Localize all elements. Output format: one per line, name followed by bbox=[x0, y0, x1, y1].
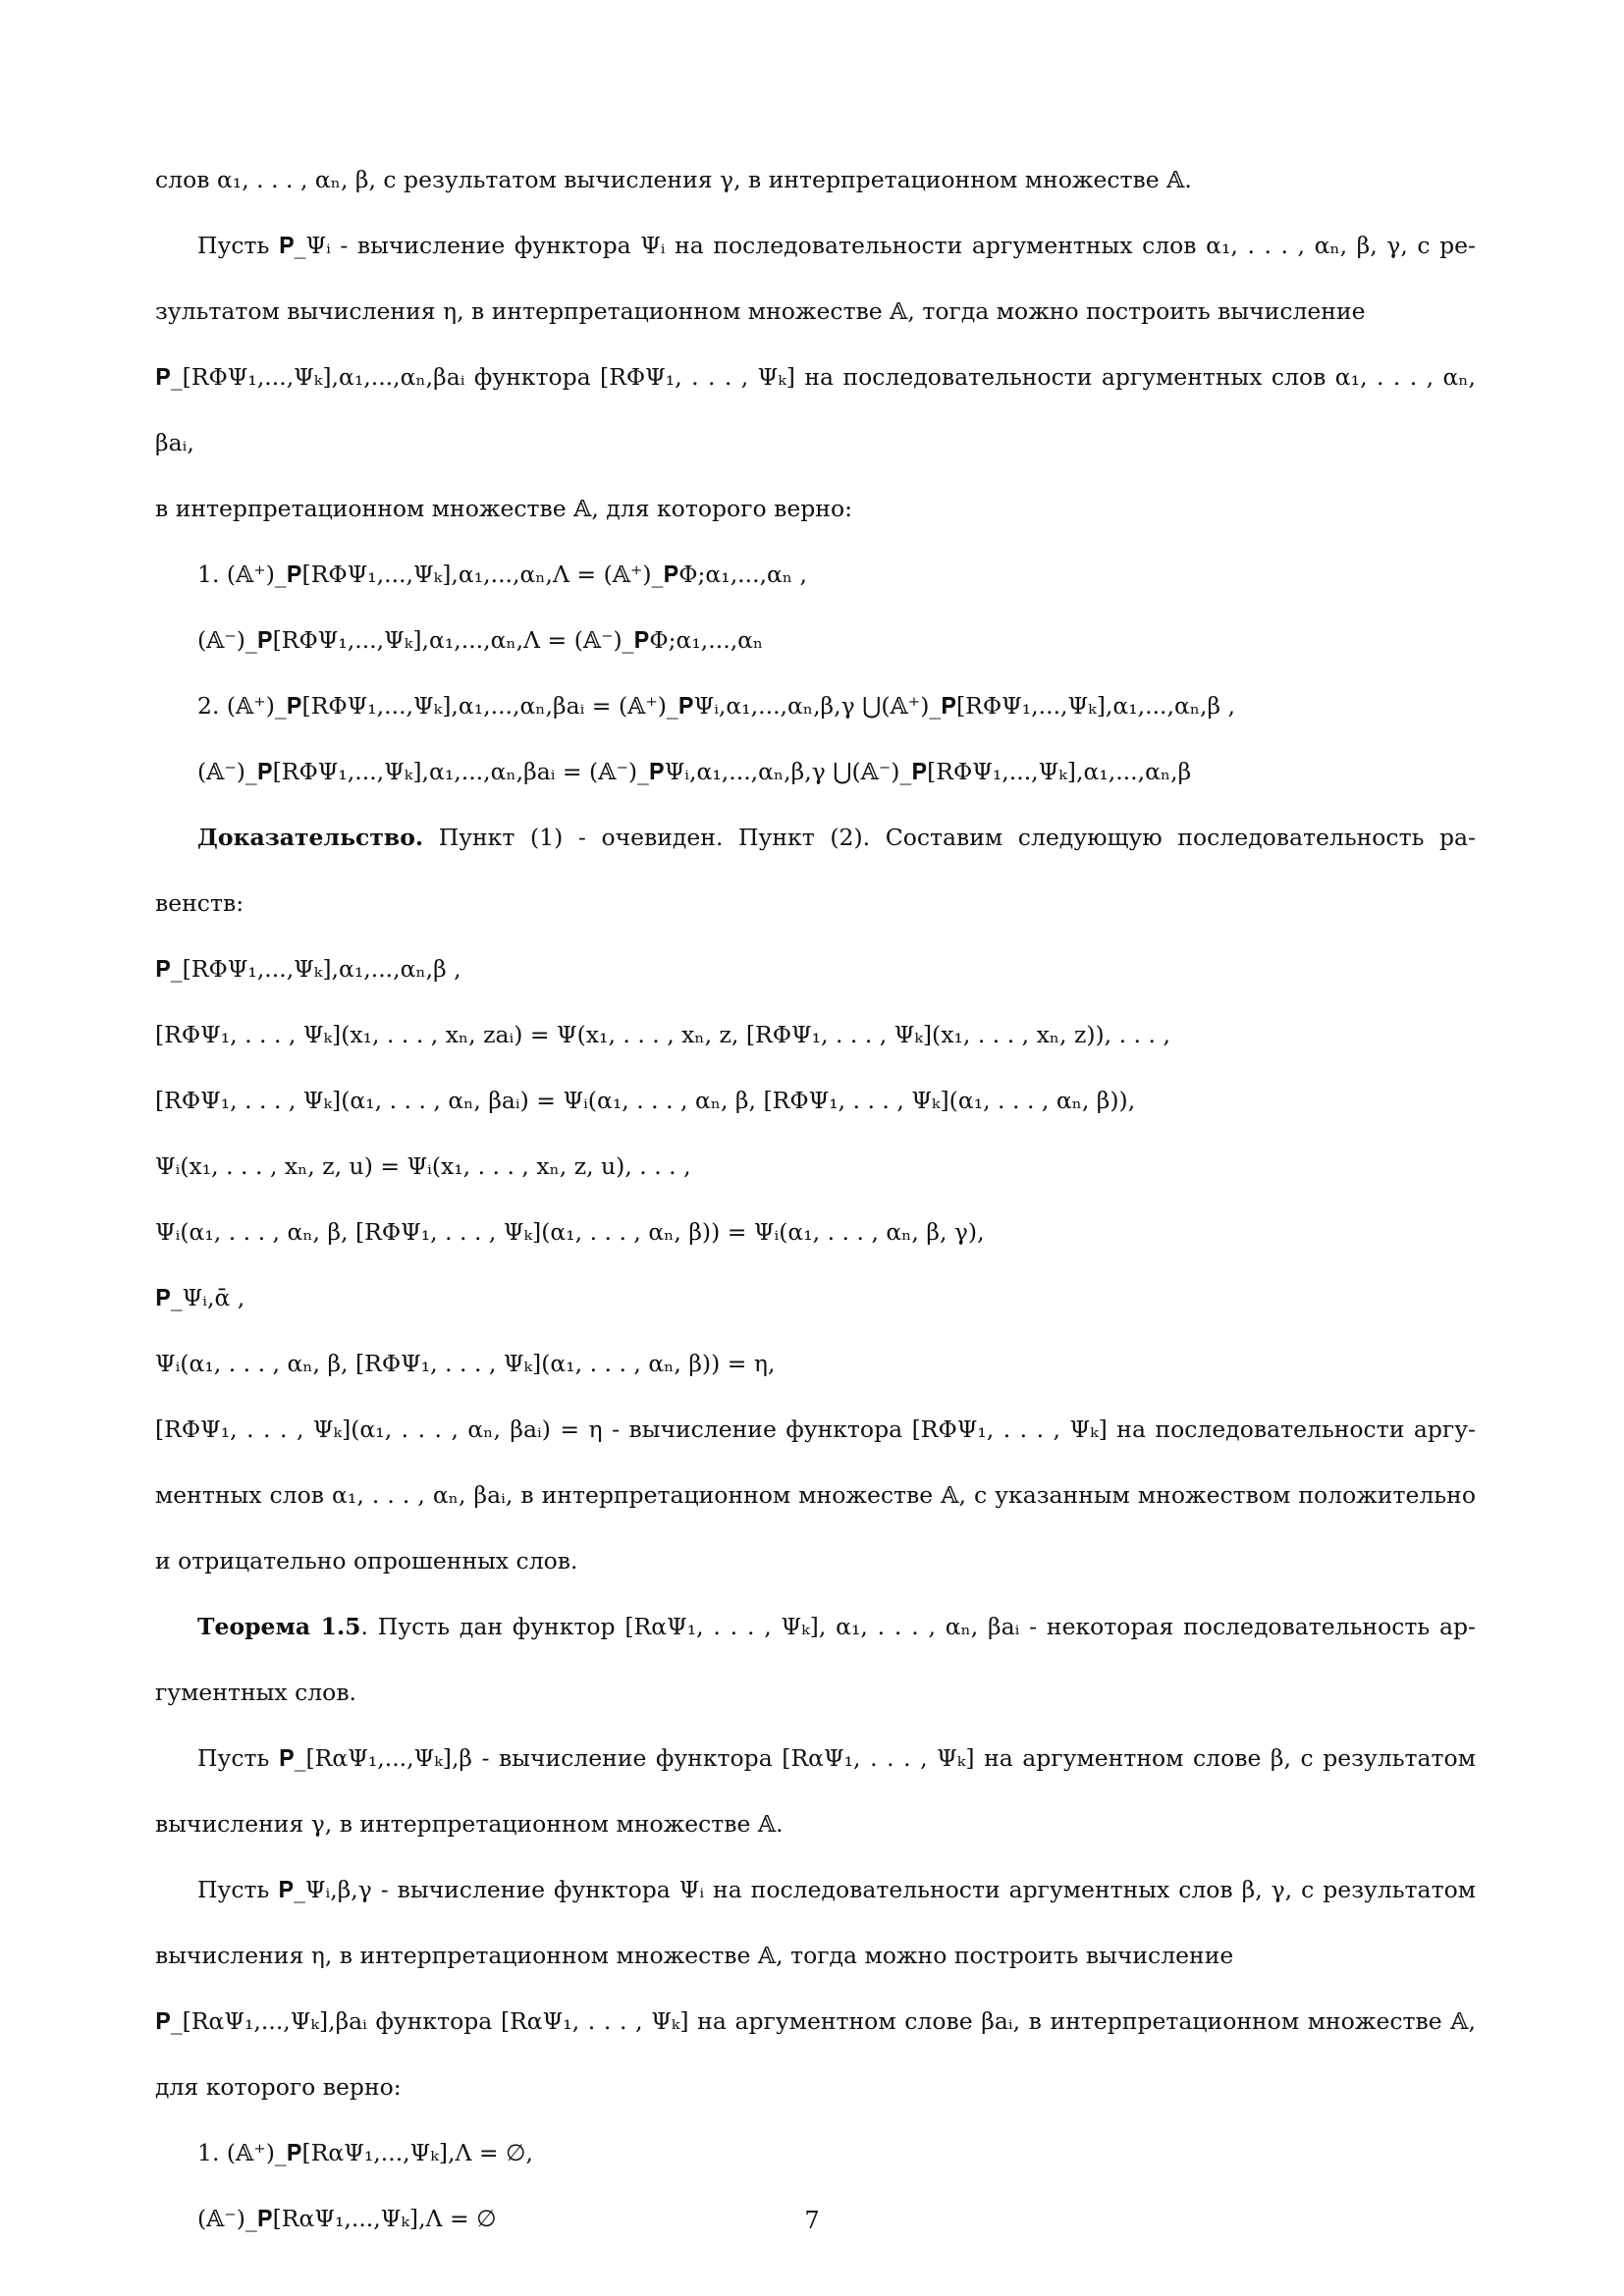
line-text: Пусть 𝐏_[RαΨ₁,...,Ψₖ],β - вычисление функтора [RαΨ₁, . . . , Ψₖ] на аргументном слове β, с результатом bbox=[197, 1744, 1476, 1772]
line-text: 𝐏_[RαΨ₁,...,Ψₖ],βaᵢ функтора [RαΨ₁, . . . , Ψₖ] на аргументном слове βaᵢ, в интерпретационном множестве 𝔸, bbox=[155, 2007, 1476, 2035]
line-text: . Пусть дан функтор [RαΨ₁, . . . , Ψₖ], α₁, . . . , αₙ, βaᵢ - некоторая последовательность ар- bbox=[360, 1613, 1476, 1640]
text-line bbox=[155, 1331, 1476, 1397]
text-line bbox=[155, 345, 1476, 476]
line-text: 2. (𝔸⁺)_𝐏[RΦΨ₁,...,Ψₖ],α₁,...,αₙ,βaᵢ = (𝔸⁺)_𝐏Ψᵢ,α₁,...,αₙ,β,γ ⋃(𝔸⁺)_𝐏[RΦΨ₁,...,Ψₖ],α₁,...,αₙ,β , bbox=[197, 692, 1236, 720]
line-text: 1. (𝔸⁺)_𝐏[RαΨ₁,...,Ψₖ],Λ = ∅, bbox=[197, 2139, 533, 2166]
text-line bbox=[155, 673, 1476, 739]
text-line bbox=[155, 608, 1476, 673]
line-text: слов α₁, . . . , αₙ, β, с результатом вычисления γ, в интерпретационном множестве 𝔸. bbox=[155, 166, 1192, 193]
text-line bbox=[155, 2055, 1476, 2120]
line-text: в интерпретационном множестве 𝔸, для которого верно: bbox=[155, 495, 853, 522]
document-page bbox=[155, 147, 1476, 2252]
text-line bbox=[155, 871, 1476, 936]
text-line bbox=[155, 1265, 1476, 1331]
text-line bbox=[155, 1397, 1476, 1463]
line-text: [RΦΨ₁, . . . , Ψₖ](x₁, . . . , xₙ, zaᵢ) = Ψ(x₁, . . . , xₙ, z, [RΦΨ₁, . . . , Ψₖ](x₁, . . . , xₙ, z)), . . . , bbox=[155, 1021, 1170, 1048]
line-text: зультатом вычисления η, в интерпретационном множестве 𝔸, тогда можно построить вычисление bbox=[155, 297, 1366, 325]
text-line bbox=[155, 542, 1476, 608]
line-text: Ψᵢ(x₁, . . . , xₙ, z, u) = Ψᵢ(x₁, . . . , xₙ, z, u), . . . , bbox=[155, 1152, 691, 1180]
text-line bbox=[155, 1594, 1476, 1660]
line-text: Пункт (1) - очевиден. Пункт (2). Составим следующую последовательность ра- bbox=[423, 824, 1476, 851]
line-text: вычисления γ, в интерпретационном множестве 𝔸. bbox=[155, 1810, 784, 1838]
text-line bbox=[155, 2120, 1476, 2186]
line-text: 𝐏_[RΦΨ₁,...,Ψₖ],α₁,...,αₙ,β , bbox=[155, 955, 461, 983]
text-line bbox=[155, 1660, 1476, 1726]
text-line bbox=[155, 1791, 1476, 1857]
text-line bbox=[155, 279, 1476, 345]
line-text: [RΦΨ₁, . . . , Ψₖ](α₁, . . . , αₙ, βaᵢ) = Ψᵢ(α₁, . . . , αₙ, β, [RΦΨ₁, . . . , Ψₖ](α₁, . . . , αₙ, β)), bbox=[155, 1087, 1136, 1114]
text-line bbox=[155, 1068, 1476, 1134]
text-line bbox=[155, 1528, 1476, 1594]
text-line bbox=[155, 1463, 1476, 1528]
text-line bbox=[155, 1726, 1476, 1791]
text-line bbox=[155, 1989, 1476, 2055]
line-text: Пусть 𝐏_Ψᵢ - вычисление функтора Ψᵢ на последовательности аргументных слов α₁, . . . , αₙ, β, γ, с ре- bbox=[197, 232, 1476, 259]
line-text: ментных слов α₁, . . . , αₙ, βaᵢ, в интерпретационном множестве 𝔸, с указанным множеством положительно bbox=[155, 1481, 1476, 1509]
line-text: для которого верно: bbox=[155, 2073, 402, 2101]
line-text: 𝐏_[RΦΨ₁,...,Ψₖ],α₁,...,αₙ,βaᵢ функтора [RΦΨ₁, . . . , Ψₖ] на последовательности аргументных слов α₁, . . . , αₙ, βaᵢ, bbox=[155, 363, 1476, 456]
text-line bbox=[155, 1134, 1476, 1200]
text-line bbox=[155, 147, 1476, 213]
text-line bbox=[155, 1002, 1476, 1068]
text-line bbox=[155, 213, 1476, 279]
line-text: вычисления η, в интерпретационном множестве 𝔸, тогда можно построить вычисление bbox=[155, 1942, 1234, 1969]
line-text: 𝐏_Ψᵢ,ᾱ , bbox=[155, 1284, 245, 1311]
line-text: Ψᵢ(α₁, . . . , αₙ, β, [RΦΨ₁, . . . , Ψₖ](α₁, . . . , αₙ, β)) = η, bbox=[155, 1350, 776, 1377]
text-line bbox=[155, 1923, 1476, 1989]
line-text: Пусть 𝐏_Ψᵢ,β,γ - вычисление функтора Ψᵢ на последовательности аргументных слов β, γ, с результатом bbox=[197, 1876, 1476, 1903]
text-line bbox=[155, 936, 1476, 1002]
text-line bbox=[155, 805, 1476, 871]
line-text: 1. (𝔸⁺)_𝐏[RΦΨ₁,...,Ψₖ],α₁,...,αₙ,Λ = (𝔸⁺)_𝐏Φ;α₁,...,αₙ , bbox=[197, 561, 808, 588]
text-line bbox=[155, 1200, 1476, 1265]
line-text: Ψᵢ(α₁, . . . , αₙ, β, [RΦΨ₁, . . . , Ψₖ](α₁, . . . , αₙ, β)) = Ψᵢ(α₁, . . . , αₙ, β, γ), bbox=[155, 1218, 985, 1246]
bold-lead: Доказательство. bbox=[197, 824, 424, 851]
text-line bbox=[155, 476, 1476, 542]
text-line bbox=[155, 1857, 1476, 1923]
line-text: (𝔸⁻)_𝐏[RαΨ₁,...,Ψₖ],Λ = ∅ bbox=[197, 2205, 497, 2232]
text-line bbox=[155, 739, 1476, 805]
line-text: венств: bbox=[155, 889, 244, 917]
line-text: (𝔸⁻)_𝐏[RΦΨ₁,...,Ψₖ],α₁,...,αₙ,βaᵢ = (𝔸⁻)_𝐏Ψᵢ,α₁,...,αₙ,β,γ ⋃(𝔸⁻)_𝐏[RΦΨ₁,...,Ψₖ],α₁,...,αₙ,β bbox=[197, 758, 1192, 785]
bold-lead: Теорема 1.5 bbox=[197, 1613, 361, 1640]
line-text: и отрицательно опрошенных слов. bbox=[155, 1547, 578, 1575]
line-text: гументных слов. bbox=[155, 1679, 357, 1706]
page-number: 7 bbox=[804, 2207, 820, 2234]
line-text: [RΦΨ₁, . . . , Ψₖ](α₁, . . . , αₙ, βaᵢ) = η - вычисление функтора [RΦΨ₁, . . . , Ψₖ] на последовательности аргу- bbox=[155, 1415, 1476, 1443]
line-text: (𝔸⁻)_𝐏[RΦΨ₁,...,Ψₖ],α₁,...,αₙ,Λ = (𝔸⁻)_𝐏Φ;α₁,...,αₙ bbox=[197, 626, 764, 654]
